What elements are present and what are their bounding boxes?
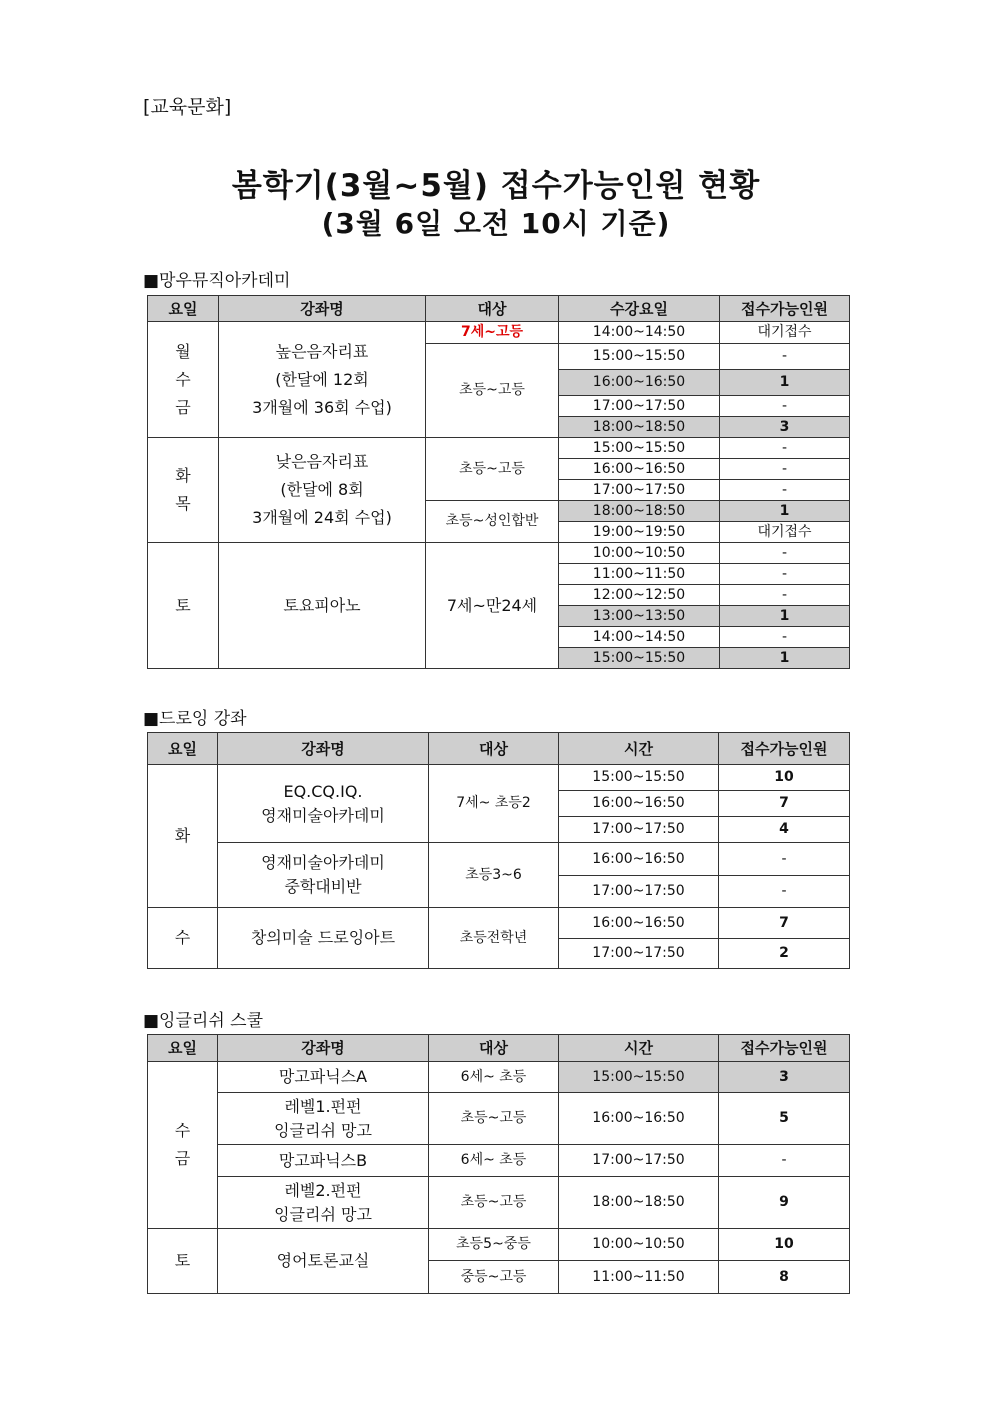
available-cell: -	[720, 344, 850, 370]
target-cell: 초등~고등	[426, 438, 559, 501]
target-cell: 초등~고등	[429, 1177, 559, 1229]
course-cell: 낮은음자리표 (한달에 8회 3개월에 24회 수업)	[219, 438, 426, 543]
available-cell: -	[720, 585, 850, 606]
available-cell: 7	[719, 791, 850, 817]
time-cell: 19:00~19:50	[559, 522, 720, 543]
time-cell: 17:00~17:50	[559, 480, 720, 501]
time-cell: 11:00~11:50	[559, 1261, 719, 1294]
available-cell: 1	[720, 648, 850, 669]
course-cell: 높은음자리표 (한달에 12회 3개월에 36회 수업)	[219, 322, 426, 438]
available-cell: 9	[719, 1177, 850, 1229]
time-cell: 16:00~16:50	[559, 843, 719, 876]
table-row	[148, 1145, 850, 1177]
header-available: 접수가능인원	[719, 733, 850, 765]
header-course: 강좌명	[218, 733, 429, 765]
header-day: 요일	[148, 733, 218, 765]
available-cell: 1	[720, 606, 850, 627]
time-cell: 11:00~11:50	[559, 564, 720, 585]
target-cell: 6세~ 초등	[429, 1062, 559, 1093]
time-cell: 18:00~18:50	[559, 417, 720, 438]
time-cell: 15:00~15:50	[559, 765, 719, 791]
course-cell: 영어토론교실	[218, 1229, 429, 1294]
available-cell: -	[720, 543, 850, 564]
header-time: 시간	[559, 1035, 719, 1062]
table-row	[148, 843, 850, 876]
available-cell: 5	[719, 1093, 850, 1145]
header-available: 접수가능인원	[719, 1035, 850, 1062]
table-header-row	[148, 733, 850, 765]
course-cell: 영재미술아카데미 중학대비반	[218, 843, 429, 908]
target-cell: 7세~만24세	[426, 543, 559, 669]
table-row	[148, 322, 850, 344]
day-cell: 월 수 금	[148, 322, 219, 438]
available-cell: -	[720, 480, 850, 501]
target-cell: 초등~고등	[429, 1093, 559, 1145]
header-course: 강좌명	[219, 296, 426, 322]
page-subtitle: (3월 6일 오전 10시 기준)	[321, 207, 671, 240]
time-cell: 16:00~16:50	[559, 459, 720, 480]
course-cell: 창의미술 드로잉아트	[218, 908, 429, 969]
table-row	[148, 1062, 850, 1093]
time-cell: 18:00~18:50	[559, 1177, 719, 1229]
available-cell: -	[720, 564, 850, 585]
table-row	[148, 765, 850, 791]
day-cell: 화	[148, 765, 218, 908]
time-cell: 18:00~18:50	[559, 501, 720, 522]
available-cell: -	[719, 843, 850, 876]
available-cell: -	[719, 1145, 850, 1177]
available-cell: 1	[720, 501, 850, 522]
table-row	[148, 1229, 850, 1261]
time-cell: 16:00~16:50	[559, 908, 719, 939]
available-cell: 1	[720, 370, 850, 396]
section-title-drawing: ■드로잉 강좌	[143, 709, 247, 729]
time-cell: 17:00~17:50	[559, 876, 719, 908]
time-cell: 13:00~13:50	[559, 606, 720, 627]
available-cell: 3	[720, 417, 850, 438]
target-cell: 초등5~중등	[429, 1229, 559, 1261]
header-target: 대상	[426, 296, 559, 322]
section-title-music: ■망우뮤직아카데미	[143, 271, 291, 291]
day-cell: 화 목	[148, 438, 219, 543]
course-cell: 토요피아노	[219, 543, 426, 669]
time-cell: 15:00~15:50	[559, 344, 720, 370]
available-cell: 2	[719, 939, 850, 969]
available-cell: 7	[719, 908, 850, 939]
course-cell: 레벨1.펀펀 잉글리쉬 망고	[218, 1093, 429, 1145]
day-cell: 토	[148, 1229, 218, 1294]
target-cell: 초등~성인합반	[426, 501, 559, 543]
time-cell: 14:00~14:50	[559, 322, 720, 344]
time-cell: 10:00~10:50	[559, 543, 720, 564]
header-day: 요일	[148, 1035, 218, 1062]
time-cell: 17:00~17:50	[559, 1145, 719, 1177]
day-cell: 토	[148, 543, 219, 669]
table-row	[148, 908, 850, 939]
header-time: 수강요일	[559, 296, 720, 322]
time-cell: 14:00~14:50	[559, 627, 720, 648]
target-cell: 6세~ 초등	[429, 1145, 559, 1177]
target-cell: 초등전학년	[429, 908, 559, 969]
available-cell: 3	[719, 1062, 850, 1093]
course-cell: 레벨2.펀펀 잉글리쉬 망고	[218, 1177, 429, 1229]
available-cell: 4	[719, 817, 850, 843]
header-target: 대상	[429, 733, 559, 765]
day-cell: 수 금	[148, 1062, 218, 1229]
available-cell: 10	[719, 765, 850, 791]
time-cell: 16:00~16:50	[559, 1093, 719, 1145]
available-cell: 대기접수	[720, 322, 850, 344]
table-row	[148, 438, 850, 459]
target-cell: 초등~고등	[426, 344, 559, 438]
table-header-row	[148, 296, 850, 322]
target-cell: 초등3~6	[429, 843, 559, 908]
table-row	[148, 1177, 850, 1229]
english-table	[147, 1034, 850, 1294]
available-cell: 대기접수	[720, 522, 850, 543]
course-cell: 망고파닉스B	[218, 1145, 429, 1177]
header-time: 시간	[559, 733, 719, 765]
page-title: 봄학기(3월~5월) 접수가능인원 현황	[231, 168, 761, 204]
music-table	[147, 295, 850, 669]
category-label: [교육문화]	[143, 96, 232, 118]
day-cell: 수	[148, 908, 218, 969]
table-header-row	[148, 1035, 850, 1062]
header-target: 대상	[429, 1035, 559, 1062]
header-available: 접수가능인원	[720, 296, 850, 322]
available-cell: -	[720, 438, 850, 459]
time-cell: 12:00~12:50	[559, 585, 720, 606]
drawing-table	[147, 732, 850, 969]
time-cell: 17:00~17:50	[559, 396, 720, 417]
time-cell: 17:00~17:50	[559, 939, 719, 969]
time-cell: 16:00~16:50	[559, 791, 719, 817]
time-cell: 17:00~17:50	[559, 817, 719, 843]
target-cell: 중등~고등	[429, 1261, 559, 1294]
time-cell: 15:00~15:50	[559, 648, 720, 669]
available-cell: -	[720, 459, 850, 480]
course-cell: EQ.CQ.IQ. 영재미술아카데미	[218, 765, 429, 843]
target-cell: 7세~고등	[426, 322, 559, 344]
available-cell: 8	[719, 1261, 850, 1294]
time-cell: 16:00~16:50	[559, 370, 720, 396]
available-cell: -	[720, 396, 850, 417]
header-day: 요일	[148, 296, 219, 322]
table-row	[148, 1093, 850, 1145]
time-cell: 15:00~15:50	[559, 1062, 719, 1093]
target-cell: 7세~ 초등2	[429, 765, 559, 843]
available-cell: 10	[719, 1229, 850, 1261]
section-title-english: ■잉글리쉬 스쿨	[143, 1011, 263, 1031]
header-course: 강좌명	[218, 1035, 429, 1062]
table-row	[148, 543, 850, 564]
available-cell: -	[720, 627, 850, 648]
time-cell: 10:00~10:50	[559, 1229, 719, 1261]
available-cell: -	[719, 876, 850, 908]
time-cell: 15:00~15:50	[559, 438, 720, 459]
course-cell: 망고파닉스A	[218, 1062, 429, 1093]
